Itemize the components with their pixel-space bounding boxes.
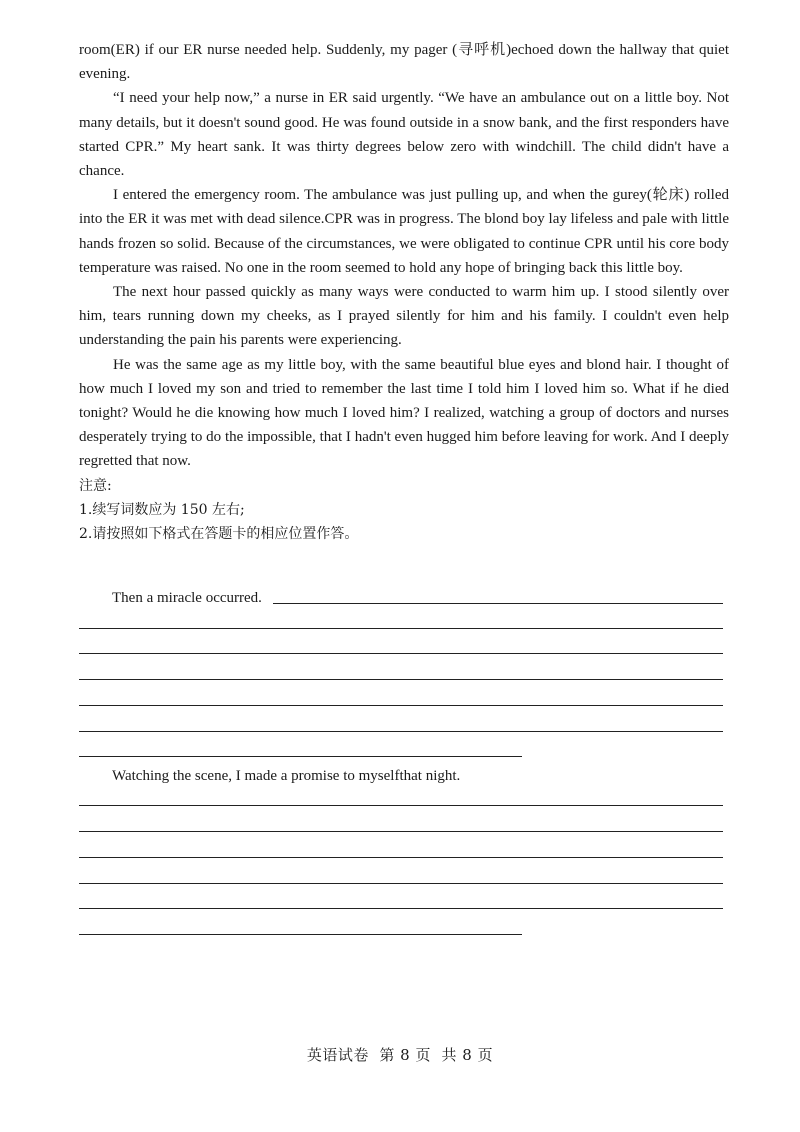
notes-heading: 注意: [79, 477, 112, 494]
paragraph-2: “I need your help now,” a nurse in ER said urgently. “We have an ambulance out on a little boy. Not many details, but it doesn't sound good. He was found outside in a snow bank, and the first responders have started CPR.” My heart sank. It was thirty degrees below zero with windchill. The child didn't have a chance. [79, 90, 729, 180]
note-item-1: 1.续写词数应为 150 左右; [79, 501, 245, 518]
answer-line[interactable] [79, 628, 723, 629]
answer-line[interactable] [79, 653, 723, 654]
answer-line[interactable] [79, 756, 522, 757]
answer-line[interactable] [79, 831, 723, 832]
paragraph-5: He was the same age as my little boy, with the same beautiful blue eyes and blond hair. I thought of how much I loved my son and tried to remember the last time I told him I loved him so. What if he died tonight? Would he die knowing how much I loved him? I realized, watching a group of doctors and nurses desperately trying to do the impossible, that I hadn't even hugged him before leaving for work. And I deeply regretted that now. [79, 356, 729, 470]
answer-line[interactable] [79, 934, 522, 935]
answer-line[interactable] [79, 857, 723, 858]
paragraph-3: I entered the emergency room. The ambulance was just pulling up, and when the gurey(轮床) rolled into the ER it was met with dead silence.CPR was in progress. The blond boy lay lifeless and pale with little hands frozen so solid. Because of the circumstances, we were obligated to continue CPR until his core body temperature was raised. No one in the room seemed to hold any hope of bringing back this little boy. [79, 187, 729, 276]
answer-line[interactable] [79, 705, 723, 706]
writing-prompt-2: Watching the scene, I made a promise to myselfthat night. [112, 768, 461, 784]
answer-line[interactable] [79, 908, 723, 909]
answer-line[interactable] [79, 883, 723, 884]
page-footer: 英语试卷 第 8 页 共 8 页 [306, 1046, 494, 1064]
note-item-2: 2.请按照如下格式在答题卡的相应位置作答。 [79, 526, 359, 543]
passage [79, 38, 729, 546]
answer-line[interactable] [79, 805, 723, 806]
answer-line[interactable] [79, 679, 723, 680]
paragraph-4: The next hour passed quickly as many ways were conducted to warm him up. I stood silently over him, tears running down my cheeks, as I prayed silently for him and his family. I couldn't even help understanding the pain his parents were experiencing. [79, 284, 729, 349]
answer-line[interactable] [79, 731, 723, 732]
answer-line[interactable] [273, 603, 723, 604]
paragraph-1: room(ER) if our ER nurse needed help. Suddenly, my pager (寻呼机)echoed down the hallway that quiet evening. [79, 42, 729, 83]
writing-prompt-1: Then a miracle occurred. [112, 590, 262, 606]
